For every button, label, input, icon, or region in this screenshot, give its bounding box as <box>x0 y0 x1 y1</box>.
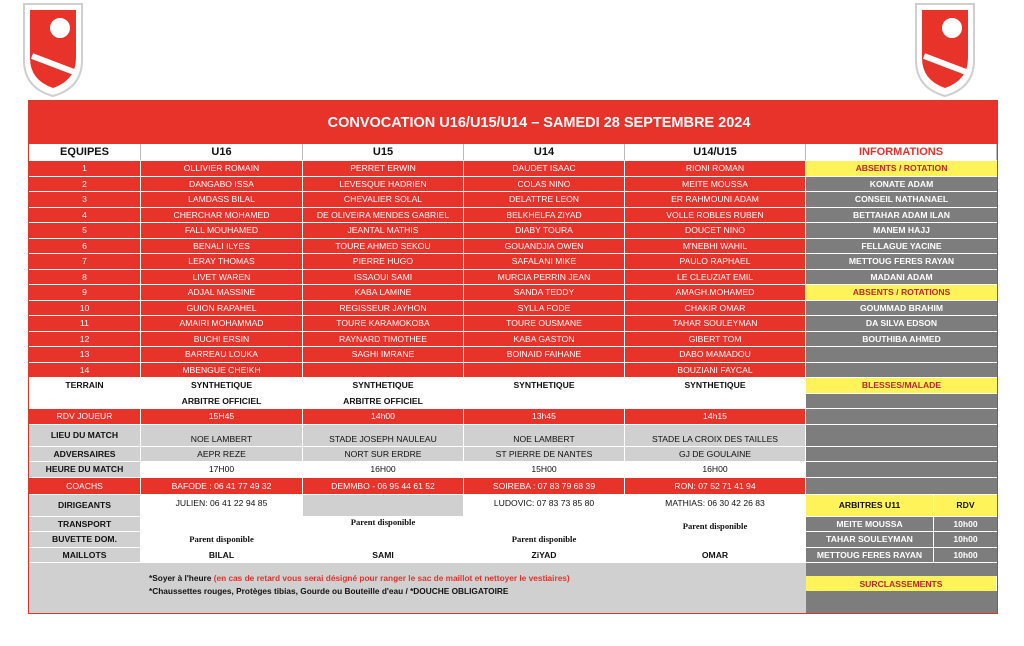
header-u15: U15 <box>303 144 464 160</box>
lieu-u14-u15: STADE LA CROIX DES TAILLES <box>625 425 806 446</box>
coach-u15: DEMMBO - 06 95 44 61 52 <box>303 478 464 494</box>
surclassements-panel <box>806 563 997 613</box>
info-cell <box>806 347 997 362</box>
terrain-u16: SYNTHETIQUE <box>141 378 303 393</box>
adversaire-u14: ST PIERRE DE NANTES <box>464 447 625 462</box>
dirigeant-u14-u15: MATHIAS: 06 30 42 26 83 <box>625 495 806 516</box>
player-u16: GUION RAPAHEL <box>141 301 303 316</box>
header-u14: U14 <box>464 144 625 160</box>
player-number: 2 <box>29 177 141 192</box>
row-label: COACHS <box>29 478 141 494</box>
adversaire-u14-u15: GJ DE GOULAINE <box>625 447 806 462</box>
maillots-u14: ZiYAD <box>464 548 625 563</box>
dirigeant-u16: JULIEN: 06 41 22 94 85 <box>141 495 303 516</box>
transport-u16 <box>141 517 303 532</box>
page-title: CONVOCATION U16/U15/U14 – SAMEDI 28 SEPTEMBRE 2024 <box>141 101 997 144</box>
info-cell: MANEM HAJJ <box>806 223 997 238</box>
coach-u14-u15: RON: 07 52 71 41 94 <box>625 478 806 494</box>
player-u15 <box>303 363 464 378</box>
player-u14-u15: CHAKIR OMAR <box>625 301 806 316</box>
heure-u14: 15H00 <box>464 462 625 477</box>
notes-section <box>29 563 997 613</box>
transport-row <box>29 517 997 533</box>
player-number: 12 <box>29 332 141 347</box>
player-u14: DAUDET ISAAC <box>464 161 625 176</box>
transport-u14 <box>464 517 625 532</box>
title-left-cell <box>29 101 141 144</box>
player-u15: PIERRE HUGO <box>303 254 464 269</box>
player-number: 8 <box>29 270 141 285</box>
player-row <box>29 270 997 286</box>
maillots-u16: BILAL <box>141 548 303 563</box>
note-line-2: *Chaussettes rouges, Protèges tibias, Gourde ou Bouteille d'eau / *DOUCHE OBLIGATOIRE <box>149 586 509 596</box>
player-u14: SYLLA FODE <box>464 301 625 316</box>
player-u14: DIABY TOURA <box>464 223 625 238</box>
player-u15: LEVESQUE HADRIEN <box>303 177 464 192</box>
info-cell <box>806 394 997 409</box>
player-u14: MURCIA PERRIN JEAN <box>464 270 625 285</box>
convocation-sheet <box>28 100 998 614</box>
rdv-u14-u15: 14h15 <box>625 409 806 424</box>
player-u15: KABA LAMINE <box>303 285 464 300</box>
arbitre-u11-name: MEITE MOUSSA <box>806 517 934 532</box>
rdv-u15: 14h00 <box>303 409 464 424</box>
player-u16: BARREAU LOUKA <box>141 347 303 362</box>
player-u14-u15: PAULO RAPHAEL <box>625 254 806 269</box>
adversaires-row <box>29 447 997 463</box>
title-row <box>29 101 997 144</box>
blank-cell <box>625 394 806 409</box>
transport-u14-u15: Parent disponible <box>625 517 806 532</box>
player-u14-u15: ER RAHMOUNI ADAM <box>625 192 806 207</box>
player-u14: KABA GASTON <box>464 332 625 347</box>
player-row <box>29 192 997 208</box>
info-cell <box>806 409 997 424</box>
info-cell: FELLAGUE YACINE <box>806 239 997 254</box>
player-u15: DE OLIVEIRA MENDES GABRIEL <box>303 208 464 223</box>
player-number: 11 <box>29 316 141 331</box>
lieu-u16: NOE LAMBERT <box>141 425 303 446</box>
arbitre-u11-name: TAHAR SOULEYMAN <box>806 532 934 547</box>
player-u14: GOUANDJIA OWEN <box>464 239 625 254</box>
header-informations: INFORMATIONS <box>806 144 997 160</box>
arbitre-u11-row <box>806 548 997 563</box>
player-u14-u15: AMAGH.MOHAMED <box>625 285 806 300</box>
dirigeant-u14: LUDOVIC: 07 83 73 85 80 <box>464 495 625 516</box>
player-number: 14 <box>29 363 141 378</box>
transport-u15: Parent disponible <box>303 517 464 532</box>
player-number: 13 <box>29 347 141 362</box>
player-u14: SAFALANI MIKE <box>464 254 625 269</box>
player-number: 7 <box>29 254 141 269</box>
header-u14-u15: U14/U15 <box>625 144 806 160</box>
buvette-u15 <box>303 532 464 547</box>
dirigeants-row <box>29 495 997 517</box>
info-cell: CONSEIL NATHANAEL <box>806 192 997 207</box>
spacer <box>806 563 997 576</box>
notes-text <box>29 563 806 613</box>
lieu-u14: NOE LAMBERT <box>464 425 625 446</box>
coachs-row <box>29 478 997 495</box>
player-u15: ISSAOUI SAMI <box>303 270 464 285</box>
player-u14: BOINAID FAIHANE <box>464 347 625 362</box>
row-label: DIRIGEANTS <box>29 495 141 516</box>
player-u15: PERRET ERWIN <box>303 161 464 176</box>
heure-u16: 17H00 <box>141 462 303 477</box>
buvette-u14: Parent disponible <box>464 532 625 547</box>
player-u16: BENALI ILYES <box>141 239 303 254</box>
player-u16: OLLIVIER ROMAIN <box>141 161 303 176</box>
player-u16: ADJAL MASSINE <box>141 285 303 300</box>
row-label: TERRAIN <box>29 378 141 393</box>
player-u16: AMAIRI MOHAMMAD <box>141 316 303 331</box>
info-cell: MADANI ADAM <box>806 270 997 285</box>
player-u14-u15: LE CLEUZIAT EMIL <box>625 270 806 285</box>
maillots-u15: SAMI <box>303 548 464 563</box>
lieu-row <box>29 425 997 447</box>
row-label: ADVERSAIRES <box>29 447 141 462</box>
row-label: HEURE DU MATCH <box>29 462 141 477</box>
player-row <box>29 254 997 270</box>
player-row <box>29 285 997 301</box>
arbitre-u11-name: METTOUG FERES RAYAN <box>806 548 934 563</box>
player-u14: DELATTRE LEON <box>464 192 625 207</box>
row-label: MAILLOTS <box>29 548 141 563</box>
heure-u15: 16H00 <box>303 462 464 477</box>
adversaire-u15: NORT SUR ERDRE <box>303 447 464 462</box>
player-u14-u15: TAHAR SOULEYMAN <box>625 316 806 331</box>
header-equipes: EQUIPES <box>29 144 141 160</box>
player-u14-u15: RIONI ROMAN <box>625 161 806 176</box>
player-row <box>29 223 997 239</box>
player-number: 4 <box>29 208 141 223</box>
player-row <box>29 316 997 332</box>
terrain-u15: SYNTHETIQUE <box>303 378 464 393</box>
player-row <box>29 177 997 193</box>
row-label: BUVETTE DOM. <box>29 532 141 547</box>
player-u15: RAYNARD TIMOTHEE <box>303 332 464 347</box>
player-number: 9 <box>29 285 141 300</box>
player-u14 <box>464 363 625 378</box>
player-u14-u15: DABO MAMADOU <box>625 347 806 362</box>
blank-cell <box>464 394 625 409</box>
player-u16: DANGABO ISSA <box>141 177 303 192</box>
info-cell: BOUTHIBA AHMED <box>806 332 997 347</box>
maillots-row <box>29 548 997 564</box>
player-u16: LERAY THOMAS <box>141 254 303 269</box>
player-number: 1 <box>29 161 141 176</box>
player-u16: LIVET WAREN <box>141 270 303 285</box>
note-line-1 <box>149 572 806 585</box>
note-punctuality: *Soyer à l'heure <box>149 573 212 583</box>
info-cell: BETTAHAR ADAM ILAN <box>806 208 997 223</box>
info-cell: ABSENTS / ROTATIONS <box>806 285 997 300</box>
arbitre-u16: ARBITRE OFFICIEL <box>141 394 303 409</box>
player-row <box>29 301 997 317</box>
blank-cell <box>29 394 141 409</box>
player-u16: FALL MOUHAMED <box>141 223 303 238</box>
info-cell: METTOUG FERES RAYAN <box>806 254 997 269</box>
info-cell: ABSENTS / ROTATION <box>806 161 997 176</box>
info-cell <box>806 363 997 378</box>
info-cell <box>806 462 997 477</box>
player-u14-u15: VOLLE ROBLES RUBEN <box>625 208 806 223</box>
player-u14: TOURE OUSMANE <box>464 316 625 331</box>
lieu-u15: STADE JOSEPH NAULEAU <box>303 425 464 446</box>
player-row <box>29 332 997 348</box>
player-u14: COLAS NINO <box>464 177 625 192</box>
player-u16: CHERCHAR MOHAMED <box>141 208 303 223</box>
row-label: TRANSPORT <box>29 517 141 532</box>
info-cell: DA SILVA EDSON <box>806 316 997 331</box>
player-row <box>29 161 997 177</box>
arbitres-u11-label: ARBITRES U11 <box>806 495 934 516</box>
player-u15: JEANTAL MATHIS <box>303 223 464 238</box>
header-row <box>29 144 997 161</box>
blesses-malade-label: BLESSES/MALADE <box>806 378 997 393</box>
player-u15: REGISSEUR JAYHON <box>303 301 464 316</box>
player-u15: SAGHI IMRANE <box>303 347 464 362</box>
note-late-penalty: (en cas de retard vous serai désigné pour ranger le sac de maillot et nettoyer le vestiaires) <box>211 573 570 583</box>
header-u16: U16 <box>141 144 303 160</box>
terrain-u14-u15: SYNTHETIQUE <box>625 378 806 393</box>
arbitre-u11-row <box>806 517 997 532</box>
info-cell: GOUMMAD BRAHIM <box>806 301 997 316</box>
info-cell <box>806 478 997 494</box>
player-number: 3 <box>29 192 141 207</box>
coach-u16: BAFODE : 06 41 77 49 32 <box>141 478 303 494</box>
player-number: 6 <box>29 239 141 254</box>
club-logo-right <box>910 0 980 98</box>
terrain-u14: SYNTHETIQUE <box>464 378 625 393</box>
player-row <box>29 208 997 224</box>
row-label: RDV JOUEUR <box>29 409 141 424</box>
player-u15: CHEVALIER SOLAL <box>303 192 464 207</box>
player-u15: TOURE AHMED SEKOU <box>303 239 464 254</box>
player-number: 10 <box>29 301 141 316</box>
heure-row <box>29 462 997 478</box>
player-u14: SANDA TEDDY <box>464 285 625 300</box>
arbitre-row <box>29 394 997 410</box>
buvette-row <box>29 532 997 548</box>
player-u15: TOURE KARAMOKOBA <box>303 316 464 331</box>
info-cell <box>806 447 997 462</box>
dirigeant-u15 <box>303 495 464 516</box>
player-u14-u15: M'NEBHI WAHIL <box>625 239 806 254</box>
player-rows <box>29 161 997 378</box>
maillots-u14-u15: OMAR <box>625 548 806 563</box>
arbitre-u15: ARBITRE OFFICIEL <box>303 394 464 409</box>
surclassements-label: SURCLASSEMENTS <box>806 576 997 591</box>
player-u14-u15: BOUZIANI FAYCAL <box>625 363 806 378</box>
player-row <box>29 347 997 363</box>
arbitres-u11-header <box>806 495 997 516</box>
arbitre-u11-time: 10h00 <box>934 517 997 532</box>
club-logo-left <box>18 0 88 98</box>
arbitre-u11-time: 10h00 <box>934 548 997 563</box>
buvette-u14-u15 <box>625 532 806 547</box>
arbitre-u11-row <box>806 532 997 547</box>
heure-u14-u15: 16H00 <box>625 462 806 477</box>
player-number: 5 <box>29 223 141 238</box>
row-label: LIEU DU MATCH <box>29 425 141 446</box>
player-u16: LAMDASS BILAL <box>141 192 303 207</box>
info-cell: KONATE ADAM <box>806 177 997 192</box>
player-u16: MBENGUE CHEIKH <box>141 363 303 378</box>
player-u14-u15: DOUCET NINO <box>625 223 806 238</box>
rdv-row <box>29 409 997 425</box>
player-u14-u15: MEITE MOUSSA <box>625 177 806 192</box>
rdv-u16: 15H45 <box>141 409 303 424</box>
terrain-row <box>29 378 997 394</box>
player-row <box>29 363 997 379</box>
adversaire-u16: AEPR REZE <box>141 447 303 462</box>
buvette-u16: Parent disponible <box>141 532 303 547</box>
player-row <box>29 239 997 255</box>
player-u14: BELKHELFA ZiYAD <box>464 208 625 223</box>
player-u16: BUCHI ERSIN <box>141 332 303 347</box>
player-u14-u15: GIBERT TOM <box>625 332 806 347</box>
rdv-u14: 13h45 <box>464 409 625 424</box>
arbitre-u11-time: 10h00 <box>934 532 997 547</box>
rdv-label: RDV <box>934 495 997 516</box>
info-cell <box>806 425 997 446</box>
coach-u14: SOIREBA : 07 83 79 68 39 <box>464 478 625 494</box>
